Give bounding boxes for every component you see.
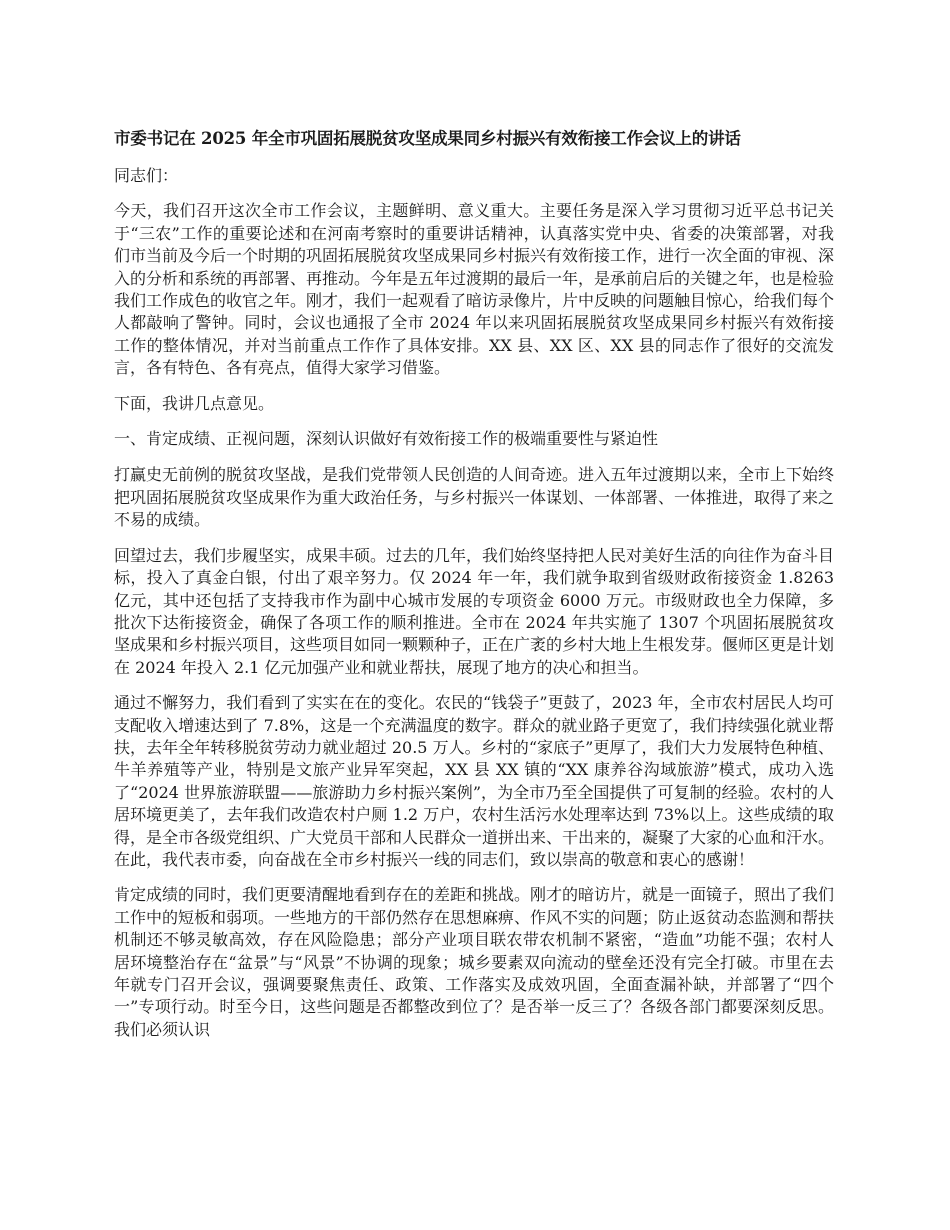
- greeting: 同志们：: [114, 166, 179, 185]
- section-paragraph: 通过不懈努力，我们看到了实实在在的变化。农民的“钱袋子”更鼓了，2023 年，全市农村居民人均可支配收入增速达到了 7.8%，这是一个充满温度的数字。群众的就业路子更宽了，我们持续强化就业帮扶，去年全年转移脱贫劳动力就业超过 20.5 万人。乡村的“家底子”更厚了，我们大力发展特色种植、牛羊养殖等产业，特别是文旅产业异军突起，XX 县 XX 镇的“XX 康养谷沟域旅游”模式，成功入选了“2024 世界旅游联盟——旅游助力乡村振兴案例”，为全市乃至全国提供了可复制的经验。农村的人居环境更美了，去年我们改造农村户厕 1.2 万户，农村生活污水处理率达到 73%以上。这些成绩的取得，是全市各级党组织、广大党员干部和人民群众一道拼出来、干出来的，凝聚了大家的心血和汗水。在此，我代表市委，向奋战在全市乡村振兴一线的同志们，致以崇高的敬意和衷心的感谢！: [114, 693, 835, 869]
- section-paragraph: 肯定成绩的同时，我们更要清醒地看到存在的差距和挑战。刚才的暗访片，就是一面镜子，照出了我们工作中的短板和弱项。一些地方的干部仍然存在思想麻痹、作风不实的问题；防止返贫动态监测和帮扶机制还不够灵敏高效，存在风险隐患；部分产业项目联农带农机制不紧密，“造血”功能不强；农村人居环境整治存在“盆景”与“风景”不协调的现象；城乡要素双向流动的壁垒还没有完全打破。市里在去年就专门召开会议，强调要聚焦责任、政策、工作落实及成效巩固，全面查漏补缺，并部署了“四个一”专项行动。时至今日，这些问题是否都整改到位了？是否举一反三了？各级各部门都要深刻反思。我们必须认识: [114, 885, 835, 1039]
- paragraph-transition: 下面，我讲几点意见。: [114, 393, 275, 413]
- section-paragraph: 回望过去，我们步履坚实，成果丰硕。过去的几年，我们始终坚持把人民对美好生活的向往作为奋斗目标，投入了真金白银，付出了艰辛努力。仅 2024 年一年，我们就争取到省级财政衔接资金 1.8263 亿元，其中还包括了支持我市作为副中心城市发展的专项资金 6000 万元。市级财政也全力保障，多批次下达衔接资金，确保了各项工作的顺利推进。全市在 2024 年共实施了 1307 个巩固拓展脱贫攻坚成果和乡村振兴项目，这些项目如同一颗颗种子，正在广袤的乡村大地上生根发芽。偃师区更是计划在 2024 年投入 2.1 亿元加强产业和就业帮扶，展现了地方的决心和担当。: [114, 545, 835, 677]
- section-heading: 一、肯定成绩、正视问题，深刻认识做好有效衔接工作的极端重要性与紧迫性: [114, 429, 659, 449]
- paragraph-intro: 今天，我们召开这次全市工作会议，主题鲜明、意义重大。主要任务是深入学习贯彻习近平总书记关于“三农”工作的重要论述和在河南考察时的重要讲话精神，认真落实党中央、省委的决策部署，对我们市当前及今后一个时期的巩固拓展脱贫攻坚成果同乡村振兴有效衔接工作，进行一次全面的审视、深入的分析和系统的再部署、再推动。今年是五年过渡期的最后一年，是承前启后的关键之年，也是检验我们工作成色的收官之年。刚才，我们一起观看了暗访录像片，片中反映的问题触目惊心，给我们每个人都敲响了警钟。同时，会议也通报了全市 2024 年以来巩固拓展脱贫攻坚成果同乡村振兴有效衔接工作的整体情况，并对当前重点工作作了具体安排。XX 县、XX 区、XX 县的同志作了很好的交流发言，各有特色、各有亮点，值得大家学习借鉴。: [114, 201, 835, 378]
- document-body: [114, 127, 834, 1054]
- document-title: 市委书记在 2025 年全市巩固拓展脱贫攻坚成果同乡村振兴有效衔接工作会议上的讲话: [114, 129, 741, 148]
- section-paragraph: 打赢史无前例的脱贫攻坚战，是我们党带领人民创造的人间奇迹。进入五年过渡期以来，全市上下始终把巩固拓展脱贫攻坚成果作为重大政治任务，与乡村振兴一体谋划、一体部署、一体推进，取得了来之不易的成绩。: [114, 465, 835, 530]
